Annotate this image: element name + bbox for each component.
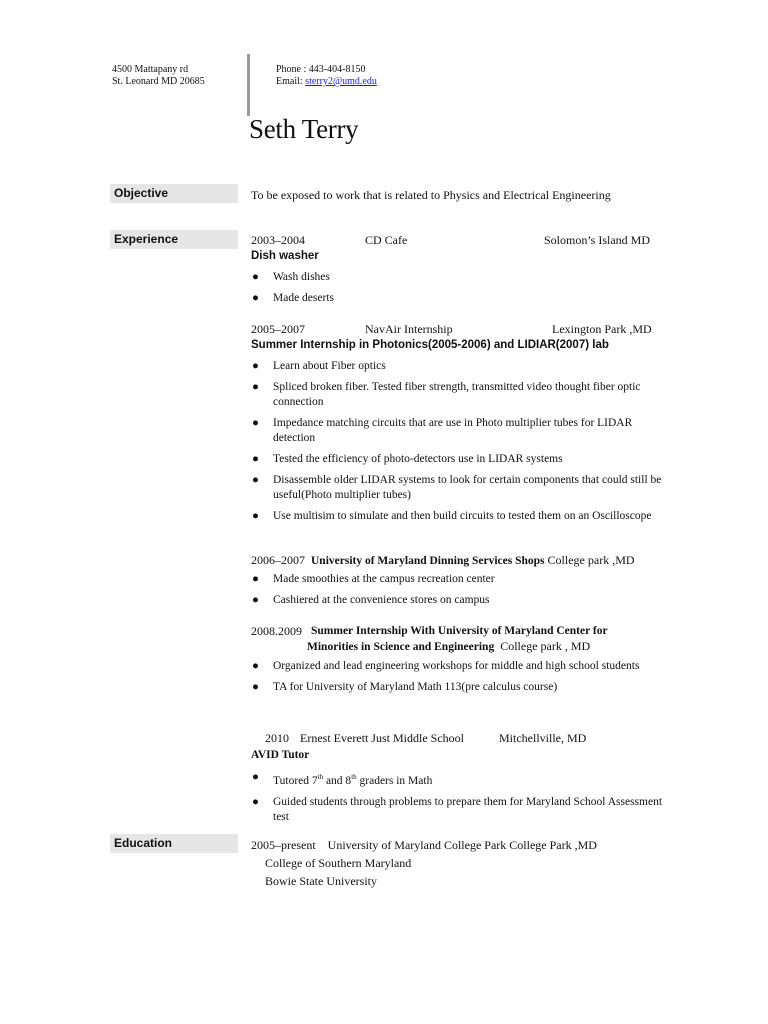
list-item: ● Made deserts: [252, 292, 334, 304]
list-item: ● Wash dishes: [252, 271, 330, 283]
job-employer: University of Maryland Dinning Services Shops: [311, 555, 545, 567]
job-bullets: [252, 270, 672, 312]
bullet-icon: ●: [252, 417, 259, 429]
job-years: 2006–2007: [251, 553, 305, 567]
bullet-icon: ●: [252, 510, 259, 522]
bullet-icon: ●: [252, 660, 259, 672]
objective-heading-box: [110, 184, 238, 203]
list-item: ● Impedance matching circuits that are use in Photo multiplier tubes for LIDAR detection: [252, 417, 633, 444]
job-employer-line-1: Summer Internship With University of Maryland Center for: [311, 625, 608, 637]
bullet-icon: ●: [252, 292, 259, 304]
list-item: ● Guided students through problems to prepare them for Maryland School Assessment test: [252, 795, 663, 823]
job-employer-line-2: Minorities in Science and Engineering: [307, 641, 495, 653]
job-location: Lexington Park ,MD: [552, 322, 652, 336]
list-item: ● Organized and lead engineering workshops for middle and high school students: [252, 660, 640, 672]
list-item: ● Spliced broken fiber. Tested fiber strength, transmitted video thought fiber optic connection: [252, 381, 641, 408]
list-item: ● TA for University of Maryland Math 113(pre calculus course): [252, 681, 558, 693]
list-item: ● Made smoothies at the campus recreation center: [252, 573, 495, 585]
job-location: Solomon’s Island MD: [544, 233, 651, 247]
education-heading-box: [110, 834, 238, 853]
email-label: Email:: [276, 76, 303, 87]
job-location: College park , MD: [500, 639, 591, 653]
objective-text: To be exposed to work that is related to Physics and Electrical Engineering: [251, 188, 611, 202]
job-location: Mitchellville, MD: [499, 731, 587, 745]
bullet-icon: ●: [252, 474, 259, 486]
job-title: Summer Internship in Photonics(2005-2006) and LIDIAR(2007) lab: [251, 339, 609, 351]
list-item: ● Disassemble older LIDAR systems to look for certain components that could still be useful(Photo multiplier tubes): [252, 474, 662, 501]
bullet-icon: ●: [252, 795, 259, 808]
job-years: 2003–2004: [251, 233, 305, 247]
bullet-icon: ●: [252, 771, 259, 783]
bullet-icon: ●: [252, 453, 259, 465]
education-line-1: 2005–present University of Maryland College Park College Park ,MD: [251, 838, 597, 852]
email-row: [276, 76, 377, 88]
job-years: 2008.2009: [251, 624, 302, 638]
bullet-icon: ●: [252, 381, 259, 393]
candidate-name: Seth Terry: [249, 114, 359, 144]
job-bullets: [252, 770, 672, 831]
address-line-1: 4500 Mattapany rd: [112, 64, 189, 75]
job-employer: Ernest Everett Just Middle School: [300, 731, 464, 745]
job-title: Dish washer: [251, 250, 319, 262]
job-employer: CD Cafe: [365, 233, 408, 247]
list-item: ● Learn about Fiber optics: [252, 360, 386, 372]
phone: Phone : 443-404-8150: [276, 64, 366, 75]
bullet-icon: ●: [252, 271, 259, 283]
education-line-2: College of Southern Maryland: [265, 856, 412, 870]
job-years: 2005–2007: [251, 322, 305, 336]
job-years: 2010: [265, 731, 289, 745]
bullet-icon: ●: [252, 594, 259, 606]
list-item: ● Tutored 7th and 8th graders in Math: [252, 771, 433, 787]
objective-heading: Objective: [114, 186, 169, 200]
address-line-2: St. Leonard MD 20685: [112, 76, 205, 87]
education-heading: Education: [114, 836, 173, 850]
job-3-header: [251, 553, 635, 568]
job-title: AVID Tutor: [251, 749, 310, 761]
job-bullets: [252, 659, 672, 701]
bullet-icon: ●: [252, 360, 259, 372]
bullet-icon: ●: [252, 573, 259, 585]
job-bullets: [252, 572, 672, 614]
list-item: ● Cashiered at the convenience stores on campus: [252, 594, 490, 606]
job-location: College park ,MD: [547, 553, 635, 567]
job-bullets: [252, 359, 672, 530]
experience-heading: Experience: [114, 232, 179, 246]
list-item: ● Use multisim to simulate and then build circuits to tested them on an Oscilloscope: [252, 510, 652, 522]
email-link[interactable]: sterry2@umd.edu: [305, 76, 377, 87]
bullet-icon: ●: [252, 681, 259, 693]
list-item: ● Tested the efficiency of photo-detectors use in LIDAR systems: [252, 453, 563, 465]
job-4-line-2: [307, 639, 590, 654]
experience-heading-box: [110, 230, 238, 249]
education-line-3: Bowie State University: [265, 874, 377, 888]
job-employer: NavAir Internship: [365, 322, 453, 336]
header-divider: [247, 54, 250, 116]
